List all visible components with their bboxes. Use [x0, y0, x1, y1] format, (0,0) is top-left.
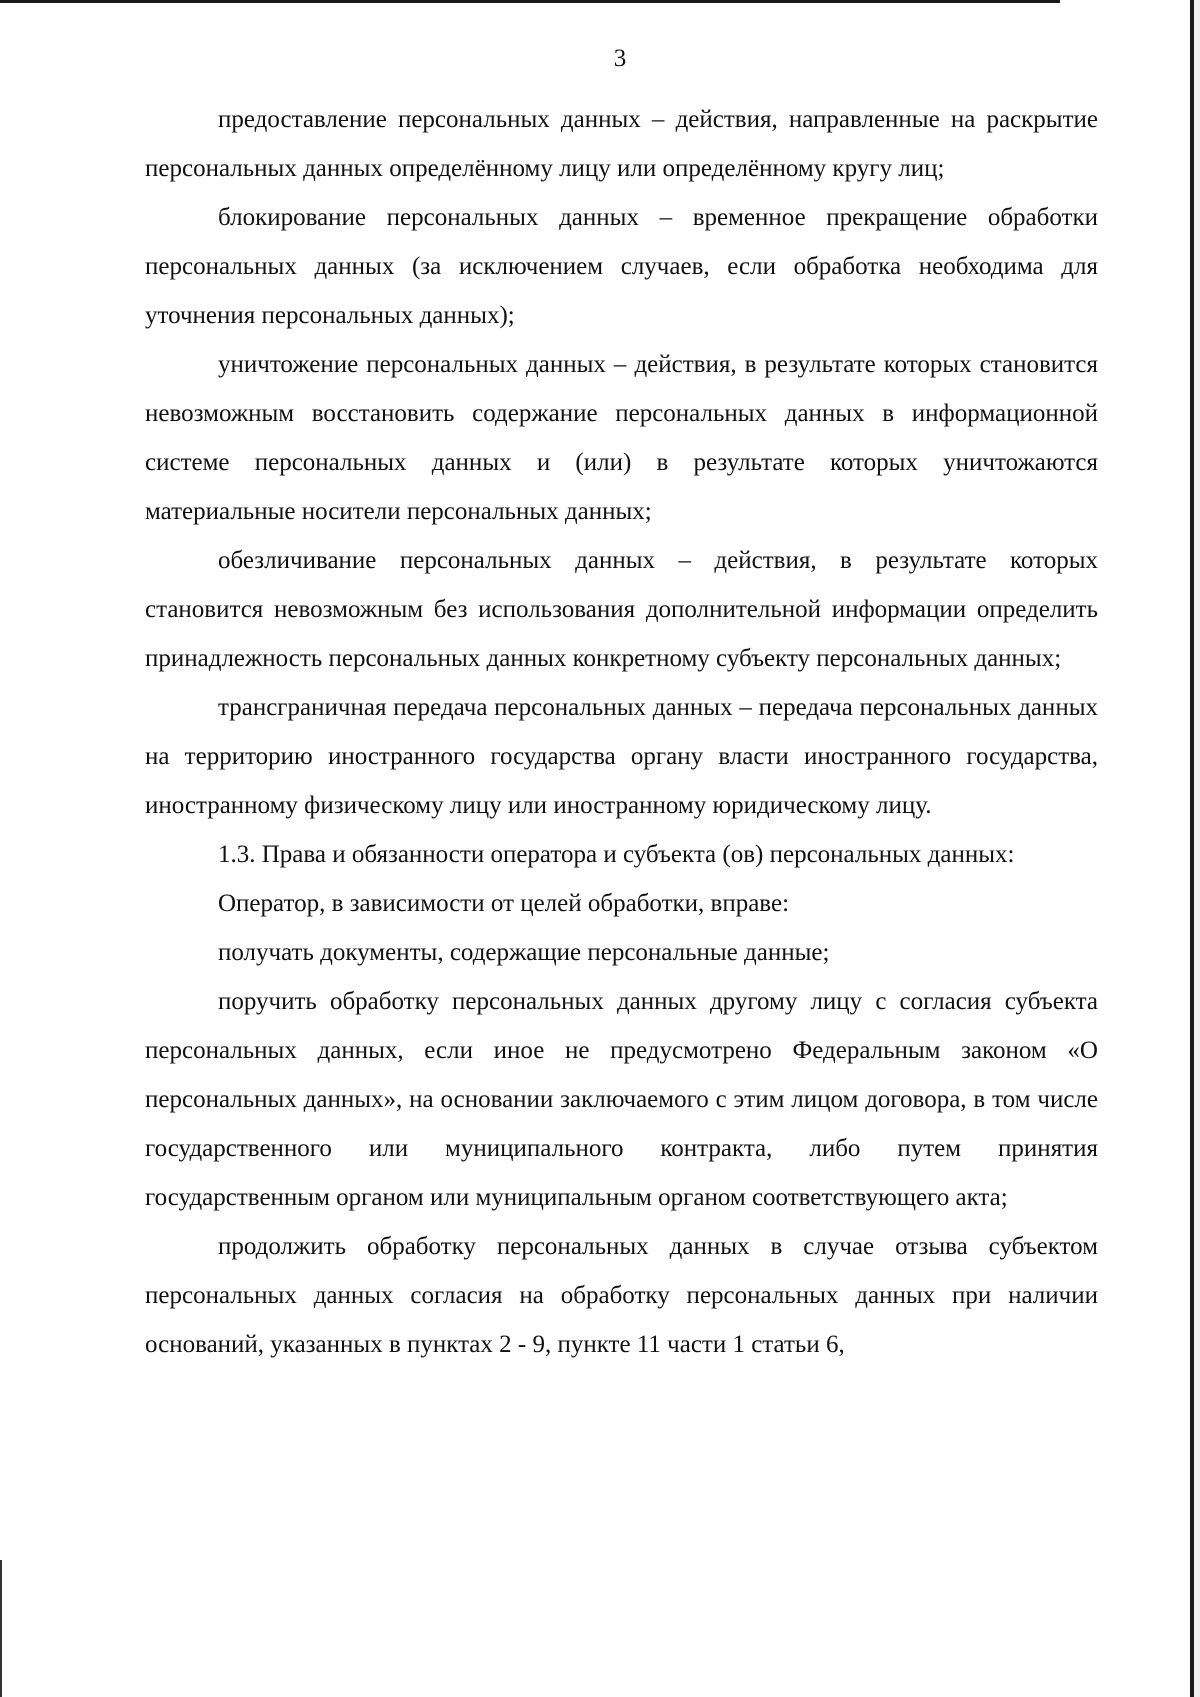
paragraph-operator-rights-intro: Оператор, в зависимости от целей обработки, вправе: [218, 890, 790, 917]
paragraph-provision-definition: предоставление персональных данных – действия, направленные на раскрытие персональных данных определённому лицу или определённому кругу лиц; [145, 106, 1098, 182]
paragraph-cross-border-definition: трансграничная передача персональных данных – передача персональных данных на территорию иностранного государства органу власти иностранного государства, иностранному физическому лицу или иностранному юридическому лицу. [145, 694, 1098, 819]
document-body [145, 95, 1098, 1369]
paragraph-destruction-definition: уничтожение персональных данных – действия, в результате которых становится невозможным восстановить содержание персональных данных в информационной системе персональных данных и (или) в результате которых уничтожаются материальные носители персональных данных; [145, 351, 1098, 525]
paragraph-blocking-definition: блокирование персональных данных – временное прекращение обработки персональных данных (за исключением случаев, если обработка необходима для уточнения персональных данных); [145, 204, 1098, 329]
scan-right-border [1190, 0, 1200, 1697]
paragraph-delegate-processing: поручить обработку персональных данных другому лицу с согласия субъекта персональных данных, если иное не предусмотрено Федеральным законом «О персональных данных», на основании заключаемого с этим лицом договора, в том числе государственного или муниципального контракта, либо путем принятия государственным органом или муниципальным органом соответствующего акта; [145, 988, 1098, 1211]
scan-left-mark [0, 1560, 2, 1697]
paragraph-receive-documents: получать документы, содержащие персональные данные; [218, 939, 830, 966]
section-heading-1-3: 1.3. Права и обязанности оператора и субъекта (ов) персональных данных: [218, 841, 1015, 868]
paragraph-continue-processing: продолжить обработку персональных данных в случае отзыва субъектом персональных данных согласия на обработку персональных данных при наличии оснований, указанных в пунктах 2 - 9, пункте 11 части 1 статьи 6, [145, 1233, 1098, 1358]
page-number: 3 [613, 45, 627, 72]
scan-top-border [0, 0, 1060, 3]
paragraph-depersonalization-definition: обезличивание персональных данных – действия, в результате которых становится невозможным без использования дополнительной информации определить принадлежность персональных данных конкретному субъекту персональных данных; [145, 547, 1098, 672]
